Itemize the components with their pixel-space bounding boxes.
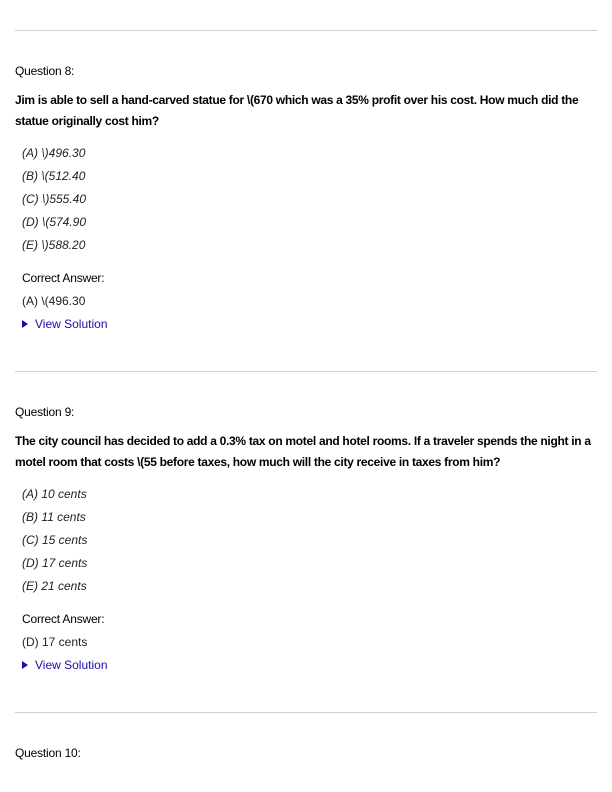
option-a: (A) \)496.30 bbox=[22, 146, 86, 160]
divider bbox=[15, 30, 597, 31]
correct-answer-label: Correct Answer: bbox=[22, 271, 105, 285]
option-d: (D) \(574.90 bbox=[22, 215, 87, 229]
question-text: Jim is able to sell a hand-carved statue for \(670 which was a 35% profit over his cost. How much did the statue originally cost him? bbox=[15, 93, 579, 128]
answer-options bbox=[22, 145, 86, 260]
divider bbox=[15, 371, 597, 372]
option-c: (C) 15 cents bbox=[22, 533, 88, 547]
divider bbox=[15, 712, 597, 713]
question-label: Question 8: bbox=[15, 64, 75, 78]
option-c: (C) \)555.40 bbox=[22, 192, 87, 206]
view-solution-label: View Solution bbox=[35, 658, 108, 672]
option-a: (A) 10 cents bbox=[22, 487, 87, 501]
option-e: (E) \)588.20 bbox=[22, 238, 86, 252]
correct-answer-value: (A) \(496.30 bbox=[22, 294, 86, 308]
option-e: (E) 21 cents bbox=[22, 579, 87, 593]
view-solution-link[interactable] bbox=[22, 317, 108, 331]
view-solution-link[interactable] bbox=[22, 658, 108, 672]
view-solution-label: View Solution bbox=[35, 317, 108, 331]
option-b: (B) 11 cents bbox=[22, 510, 86, 524]
correct-answer-value: (D) 17 cents bbox=[22, 635, 88, 649]
correct-answer-label: Correct Answer: bbox=[22, 612, 105, 626]
option-b: (B) \(512.40 bbox=[22, 169, 86, 183]
triangle-right-icon bbox=[22, 661, 28, 669]
triangle-right-icon bbox=[22, 320, 28, 328]
question-label: Question 10: bbox=[15, 746, 81, 760]
question-text: The city council has decided to add a 0.3% tax on motel and hotel rooms. If a traveler spends the night in a motel room that costs \(55 before taxes, how much will the city receive in taxes from him? bbox=[15, 434, 591, 469]
option-d: (D) 17 cents bbox=[22, 556, 88, 570]
question-label: Question 9: bbox=[15, 405, 75, 419]
answer-options bbox=[22, 486, 87, 601]
